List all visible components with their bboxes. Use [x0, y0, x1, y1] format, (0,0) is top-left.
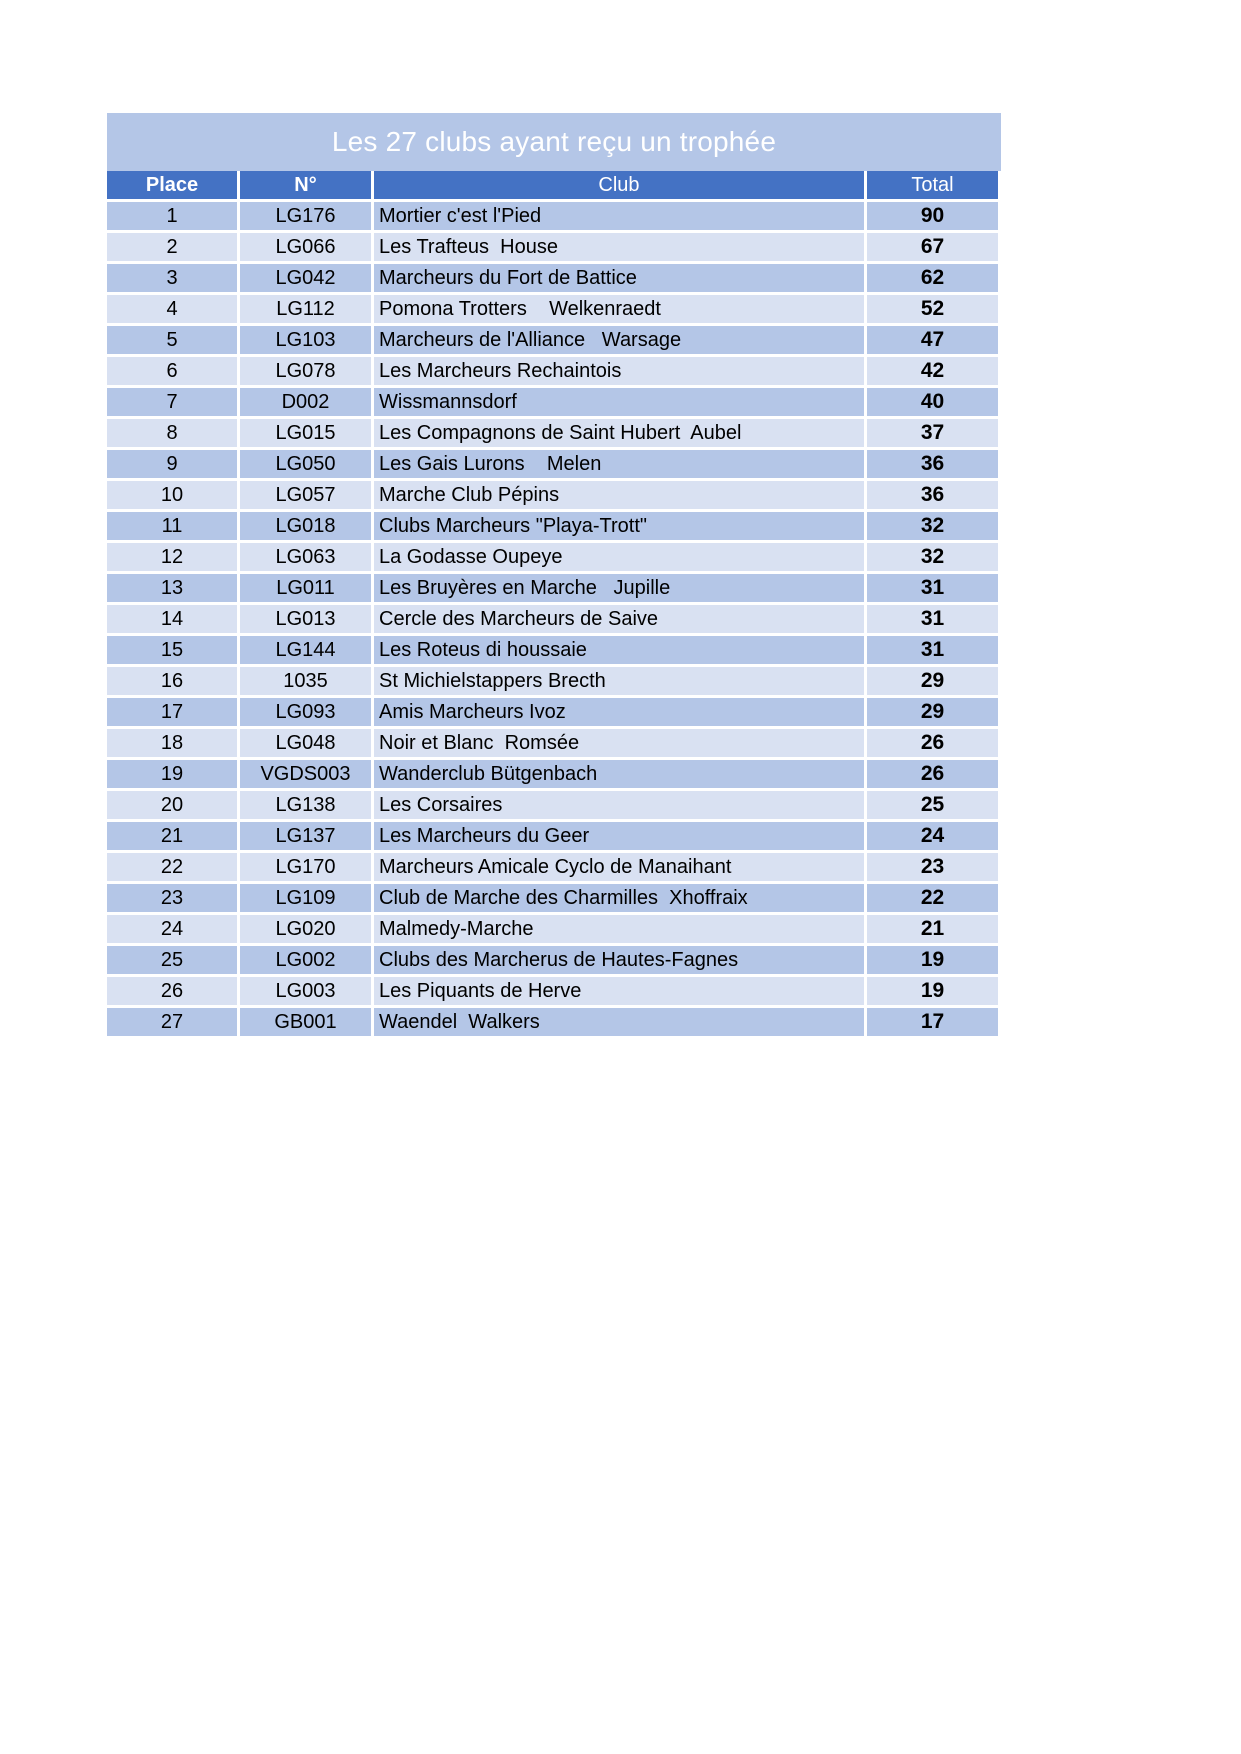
- table-row: [107, 729, 998, 757]
- club-number-cell: VGDS003: [240, 760, 371, 788]
- place-cell: 22: [107, 853, 237, 881]
- total-cell: 25: [867, 791, 998, 819]
- club-name-cell: Marche Club Pépins: [374, 481, 864, 509]
- club-number-cell: LG011: [240, 574, 371, 602]
- total-cell: 36: [867, 450, 998, 478]
- club-name-cell: Noir et Blanc Romsée: [374, 729, 864, 757]
- total-cell: 31: [867, 605, 998, 633]
- place-cell: 23: [107, 884, 237, 912]
- table-row: [107, 543, 998, 571]
- club-number-cell: LG003: [240, 977, 371, 1005]
- place-cell: 14: [107, 605, 237, 633]
- table-row: [107, 605, 998, 633]
- place-cell: 7: [107, 388, 237, 416]
- club-number-cell: LG002: [240, 946, 371, 974]
- place-cell: 17: [107, 698, 237, 726]
- club-number-cell: 1035: [240, 667, 371, 695]
- total-cell: 47: [867, 326, 998, 354]
- place-cell: 27: [107, 1008, 237, 1036]
- club-name-cell: Waendel Walkers: [374, 1008, 864, 1036]
- club-name-cell: Pomona Trotters Welkenraedt: [374, 295, 864, 323]
- place-cell: 1: [107, 202, 237, 230]
- place-cell: 10: [107, 481, 237, 509]
- place-cell: 15: [107, 636, 237, 664]
- club-name-cell: St Michielstappers Brecth: [374, 667, 864, 695]
- total-cell: 52: [867, 295, 998, 323]
- total-cell: 31: [867, 574, 998, 602]
- total-cell: 21: [867, 915, 998, 943]
- total-cell: 24: [867, 822, 998, 850]
- table-row: [107, 636, 998, 664]
- club-number-cell: LG103: [240, 326, 371, 354]
- column-header-total: Total: [867, 171, 998, 199]
- trophy-table-sheet: [107, 113, 1001, 1039]
- place-cell: 8: [107, 419, 237, 447]
- table-row: [107, 884, 998, 912]
- club-name-cell: Les Corsaires: [374, 791, 864, 819]
- club-name-cell: Clubs Marcheurs "Playa-Trott": [374, 512, 864, 540]
- table-row: [107, 512, 998, 540]
- club-name-cell: La Godasse Oupeye: [374, 543, 864, 571]
- club-number-cell: LG137: [240, 822, 371, 850]
- place-cell: 5: [107, 326, 237, 354]
- club-number-cell: LG013: [240, 605, 371, 633]
- table-row: [107, 822, 998, 850]
- place-cell: 12: [107, 543, 237, 571]
- total-cell: 40: [867, 388, 998, 416]
- table-body: [107, 202, 998, 1036]
- club-name-cell: Wissmannsdorf: [374, 388, 864, 416]
- club-number-cell: LG048: [240, 729, 371, 757]
- total-cell: 23: [867, 853, 998, 881]
- column-header-number: N°: [240, 171, 371, 199]
- club-name-cell: Club de Marche des Charmilles Xhoffraix: [374, 884, 864, 912]
- total-cell: 29: [867, 698, 998, 726]
- club-number-cell: LG093: [240, 698, 371, 726]
- place-cell: 11: [107, 512, 237, 540]
- club-name-cell: Marcheurs Amicale Cyclo de Manaihant: [374, 853, 864, 881]
- place-cell: 19: [107, 760, 237, 788]
- club-name-cell: Marcheurs du Fort de Battice: [374, 264, 864, 292]
- table-row: [107, 326, 998, 354]
- club-name-cell: Les Gais Lurons Melen: [374, 450, 864, 478]
- total-cell: 62: [867, 264, 998, 292]
- place-cell: 4: [107, 295, 237, 323]
- club-number-cell: LG144: [240, 636, 371, 664]
- table-row: [107, 264, 998, 292]
- table-row: [107, 574, 998, 602]
- club-name-cell: Les Bruyères en Marche Jupille: [374, 574, 864, 602]
- table-row: [107, 233, 998, 261]
- club-number-cell: LG050: [240, 450, 371, 478]
- total-cell: 90: [867, 202, 998, 230]
- total-cell: 17: [867, 1008, 998, 1036]
- clubs-table: [104, 168, 1001, 1039]
- table-row: [107, 853, 998, 881]
- place-cell: 18: [107, 729, 237, 757]
- club-name-cell: Les Trafteus House: [374, 233, 864, 261]
- total-cell: 26: [867, 760, 998, 788]
- table-row: [107, 202, 998, 230]
- club-number-cell: LG170: [240, 853, 371, 881]
- total-cell: 32: [867, 512, 998, 540]
- place-cell: 24: [107, 915, 237, 943]
- club-number-cell: LG018: [240, 512, 371, 540]
- place-cell: 25: [107, 946, 237, 974]
- column-header-club: Club: [374, 171, 864, 199]
- club-number-cell: LG078: [240, 357, 371, 385]
- club-number-cell: D002: [240, 388, 371, 416]
- table-row: [107, 481, 998, 509]
- column-header-place: Place: [107, 171, 237, 199]
- table-title: Les 27 clubs ayant reçu un trophée: [107, 113, 1001, 171]
- club-number-cell: LG063: [240, 543, 371, 571]
- club-name-cell: Malmedy-Marche: [374, 915, 864, 943]
- header-row: [107, 171, 998, 199]
- table-row: [107, 946, 998, 974]
- total-cell: 31: [867, 636, 998, 664]
- table-row: [107, 667, 998, 695]
- place-cell: 9: [107, 450, 237, 478]
- place-cell: 16: [107, 667, 237, 695]
- total-cell: 36: [867, 481, 998, 509]
- table-row: [107, 388, 998, 416]
- club-name-cell: Les Roteus di houssaie: [374, 636, 864, 664]
- club-number-cell: LG042: [240, 264, 371, 292]
- total-cell: 32: [867, 543, 998, 571]
- place-cell: 20: [107, 791, 237, 819]
- club-number-cell: LG109: [240, 884, 371, 912]
- club-name-cell: Mortier c'est l'Pied: [374, 202, 864, 230]
- total-cell: 29: [867, 667, 998, 695]
- club-name-cell: Les Compagnons de Saint Hubert Aubel: [374, 419, 864, 447]
- table-row: [107, 915, 998, 943]
- total-cell: 37: [867, 419, 998, 447]
- place-cell: 2: [107, 233, 237, 261]
- club-number-cell: LG015: [240, 419, 371, 447]
- table-row: [107, 1008, 998, 1036]
- club-name-cell: Marcheurs de l'Alliance Warsage: [374, 326, 864, 354]
- table-row: [107, 295, 998, 323]
- total-cell: 26: [867, 729, 998, 757]
- club-name-cell: Les Marcheurs du Geer: [374, 822, 864, 850]
- club-number-cell: GB001: [240, 1008, 371, 1036]
- club-number-cell: LG057: [240, 481, 371, 509]
- table-row: [107, 698, 998, 726]
- club-number-cell: LG138: [240, 791, 371, 819]
- club-number-cell: LG176: [240, 202, 371, 230]
- place-cell: 26: [107, 977, 237, 1005]
- table-row: [107, 977, 998, 1005]
- total-cell: 19: [867, 946, 998, 974]
- club-number-cell: LG112: [240, 295, 371, 323]
- table-row: [107, 791, 998, 819]
- club-name-cell: Cercle des Marcheurs de Saive: [374, 605, 864, 633]
- club-name-cell: Amis Marcheurs Ivoz: [374, 698, 864, 726]
- total-cell: 67: [867, 233, 998, 261]
- total-cell: 42: [867, 357, 998, 385]
- table-row: [107, 760, 998, 788]
- place-cell: 13: [107, 574, 237, 602]
- club-name-cell: Clubs des Marcherus de Hautes-Fagnes: [374, 946, 864, 974]
- table-row: [107, 357, 998, 385]
- club-number-cell: LG020: [240, 915, 371, 943]
- place-cell: 3: [107, 264, 237, 292]
- club-number-cell: LG066: [240, 233, 371, 261]
- place-cell: 21: [107, 822, 237, 850]
- place-cell: 6: [107, 357, 237, 385]
- club-name-cell: Wanderclub Bütgenbach: [374, 760, 864, 788]
- club-name-cell: Les Piquants de Herve: [374, 977, 864, 1005]
- club-name-cell: Les Marcheurs Rechaintois: [374, 357, 864, 385]
- total-cell: 19: [867, 977, 998, 1005]
- table-row: [107, 419, 998, 447]
- table-row: [107, 450, 998, 478]
- total-cell: 22: [867, 884, 998, 912]
